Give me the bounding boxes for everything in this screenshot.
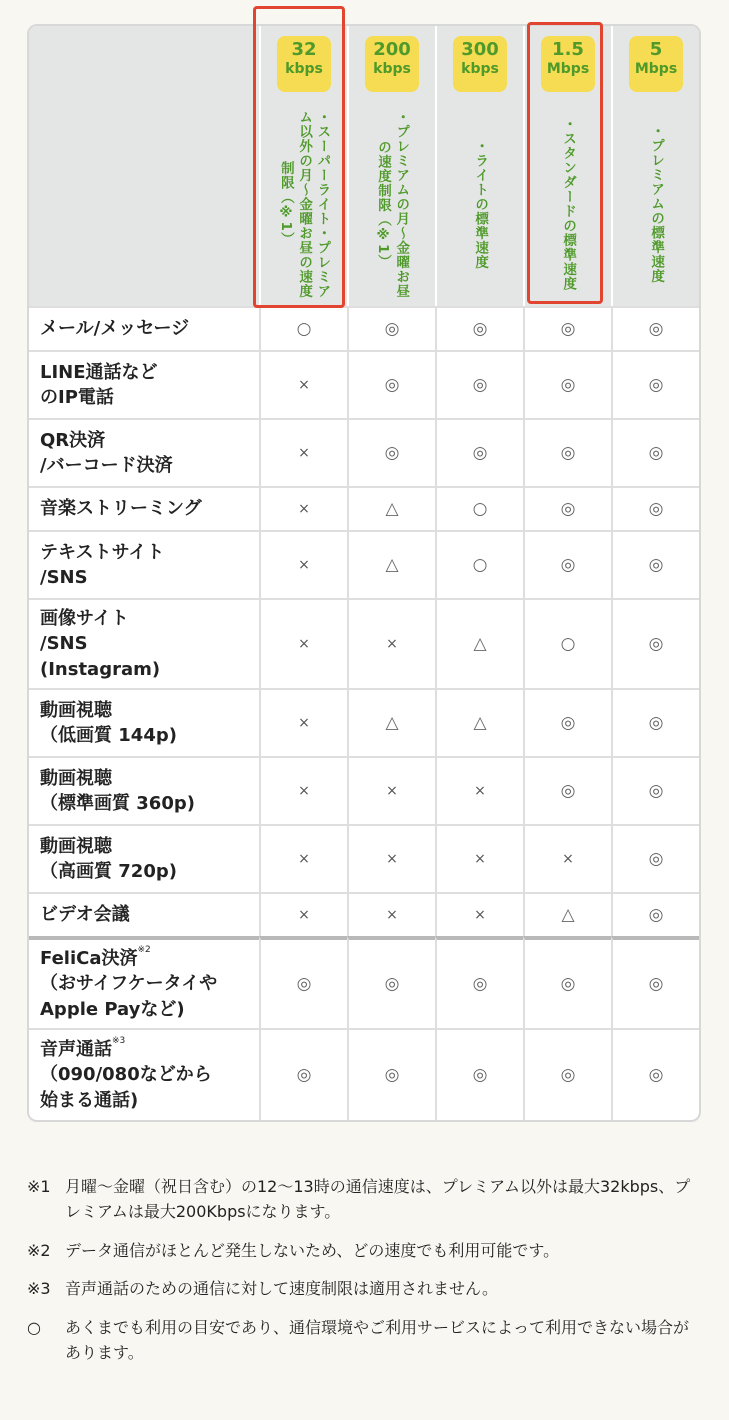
speed-badge <box>365 36 419 92</box>
availability-mark: × <box>259 892 347 936</box>
availability-mark: ○ <box>435 486 523 530</box>
row-label-line: 音声通話 <box>40 1039 112 1061</box>
availability-mark: × <box>259 756 347 824</box>
availability-mark: ◎ <box>347 418 435 486</box>
table-row <box>29 688 699 756</box>
row-label <box>29 598 259 688</box>
row-label-line: 動画視聴 <box>40 835 112 857</box>
availability-mark: ◎ <box>611 936 699 1028</box>
row-label <box>29 756 259 824</box>
row-label-line: 音楽ストリーミング <box>40 498 202 520</box>
availability-mark: △ <box>347 486 435 530</box>
row-label-line: Apple Payなど) <box>40 998 185 1020</box>
row-label-line: （おサイフケータイや <box>40 973 218 995</box>
footnote-ref: ※3 <box>112 1036 126 1047</box>
table-row <box>29 598 699 688</box>
availability-mark: ◎ <box>523 1028 611 1120</box>
table-body <box>29 306 699 1120</box>
availability-mark: △ <box>347 530 435 598</box>
row-label-line: /バーコード決済 <box>40 455 173 476</box>
availability-mark: ◎ <box>523 688 611 756</box>
row-label-line: (Instagram) <box>40 658 161 680</box>
row-label-line: 動画視聴 <box>40 767 112 789</box>
availability-mark: × <box>259 598 347 688</box>
availability-mark: △ <box>347 688 435 756</box>
speed-unit: Mbps <box>634 60 678 77</box>
footnote-text: データ通信がほとんど発生しないため、どの速度でも利用可能です。 <box>65 1240 560 1260</box>
row-label-line: FeliCa決済 <box>40 948 138 970</box>
row-label-line: テキストサイト <box>40 541 165 563</box>
availability-mark: ◎ <box>611 892 699 936</box>
row-label-line: 始まる通話) <box>40 1089 139 1111</box>
availability-mark: ◎ <box>523 418 611 486</box>
footnotes <box>27 1175 699 1380</box>
availability-mark: × <box>259 418 347 486</box>
availability-mark: ◎ <box>347 936 435 1028</box>
availability-mark: ◎ <box>347 1028 435 1120</box>
footnote-text: あくまでも利用の目安であり、通信環境やご利用サービスによって利用できない場合があります。 <box>65 1318 690 1362</box>
footnote-item <box>27 1316 699 1366</box>
availability-mark: × <box>347 598 435 688</box>
availability-mark: ○ <box>259 306 347 350</box>
availability-mark: × <box>523 824 611 892</box>
availability-mark: ◎ <box>611 306 699 350</box>
availability-mark: ◎ <box>523 306 611 350</box>
row-label-line: （低画質 144p) <box>40 725 177 746</box>
availability-mark: ◎ <box>347 350 435 418</box>
speed-description: ・スタンダードの標準速度 <box>560 117 577 291</box>
availability-mark: ◎ <box>435 1028 523 1120</box>
availability-mark: × <box>435 892 523 936</box>
row-label <box>29 1028 259 1120</box>
row-label <box>29 824 259 892</box>
availability-mark: × <box>435 756 523 824</box>
speed-description: ・スーパーライト・プレミアム以外の月〜金曜お昼の速度制限（※1） <box>277 109 331 299</box>
availability-mark: ◎ <box>611 824 699 892</box>
availability-mark: × <box>259 824 347 892</box>
availability-mark: ◎ <box>611 598 699 688</box>
speed-unit: Mbps <box>546 60 590 77</box>
table-row <box>29 1028 699 1120</box>
availability-mark: ◎ <box>435 350 523 418</box>
footnote-mark: ※3 <box>27 1279 51 1299</box>
speed-unit: kbps <box>461 60 499 77</box>
table-row <box>29 530 699 598</box>
availability-mark: ◎ <box>611 756 699 824</box>
row-label-line: （標準画質 360p) <box>40 793 195 814</box>
availability-mark: ◎ <box>259 936 347 1028</box>
row-label-line: QR決済 <box>40 429 106 451</box>
availability-mark: ◎ <box>435 936 523 1028</box>
footnote-text: 音声通話のための通信に対して速度制限は適用されません。 <box>65 1279 498 1299</box>
availability-mark: ◎ <box>523 936 611 1028</box>
speed-column-header <box>347 26 435 306</box>
row-label <box>29 892 259 936</box>
availability-mark: ◎ <box>611 350 699 418</box>
table-row <box>29 418 699 486</box>
speed-column-header <box>435 26 523 306</box>
availability-mark: × <box>259 530 347 598</box>
availability-mark: ◎ <box>611 688 699 756</box>
availability-mark: × <box>347 756 435 824</box>
footnote-text: 月曜〜金曜（祝日含む）の12〜13時の通信速度は、プレミアム以外は最大32kbps、プレミアムは最大200Kbpsになります。 <box>65 1177 691 1221</box>
availability-mark: × <box>259 486 347 530</box>
highlight-box-1-5mbps <box>527 22 603 304</box>
speed-unit: kbps <box>285 60 323 77</box>
row-label-line: 画像サイト <box>40 608 129 630</box>
availability-mark: ◎ <box>435 306 523 350</box>
availability-mark: ◎ <box>611 1028 699 1120</box>
speed-unit: kbps <box>373 60 411 77</box>
footnote-item <box>27 1175 699 1225</box>
availability-mark: ◎ <box>523 530 611 598</box>
row-label <box>29 486 259 530</box>
availability-mark: × <box>347 824 435 892</box>
availability-mark: ◎ <box>523 756 611 824</box>
footnote-ref: ※2 <box>137 945 151 956</box>
availability-mark: ○ <box>435 530 523 598</box>
availability-mark: × <box>259 350 347 418</box>
availability-mark: ◎ <box>435 418 523 486</box>
speed-value: 1.5 <box>552 39 584 60</box>
row-label-line: メール/メッセージ <box>40 318 190 340</box>
speed-column-header <box>611 26 699 306</box>
footnote-item <box>27 1277 699 1302</box>
row-label-line: ビデオ会議 <box>40 904 130 926</box>
speed-value: 300 <box>461 39 499 60</box>
table-row <box>29 936 699 1028</box>
header-corner-cell <box>29 26 259 306</box>
speed-description: ・プレミアムの月〜金曜お昼の速度制限（※1） <box>375 109 410 299</box>
availability-mark: ◎ <box>523 486 611 530</box>
speed-description: ・プレミアムの標準速度 <box>648 124 665 284</box>
availability-mark: × <box>347 892 435 936</box>
row-label-line: 動画視聴 <box>40 699 112 721</box>
speed-comparison-table-wrapper <box>27 24 699 1122</box>
availability-mark: ◎ <box>523 350 611 418</box>
table-row <box>29 892 699 936</box>
row-label <box>29 306 259 350</box>
speed-badge <box>629 36 683 92</box>
table-row <box>29 486 699 530</box>
availability-mark: △ <box>435 598 523 688</box>
table-row <box>29 756 699 824</box>
row-label-line: /SNS <box>40 633 88 655</box>
row-label-line: （高画質 720p) <box>40 861 177 882</box>
row-label-line: のIP電話 <box>40 387 114 408</box>
availability-mark: ◎ <box>259 1028 347 1120</box>
speed-value: 200 <box>373 39 411 60</box>
table-row <box>29 824 699 892</box>
availability-mark: ○ <box>523 598 611 688</box>
speed-description: ・ライトの標準速度 <box>472 138 489 270</box>
availability-mark: ◎ <box>611 486 699 530</box>
availability-mark: △ <box>523 892 611 936</box>
row-label-line: /SNS <box>40 567 88 588</box>
row-label <box>29 418 259 486</box>
availability-mark: ◎ <box>611 530 699 598</box>
footnote-mark: ○ <box>27 1318 41 1338</box>
availability-mark: ◎ <box>347 306 435 350</box>
row-label <box>29 936 259 1028</box>
speed-value: 32 <box>291 39 317 60</box>
row-label <box>29 350 259 418</box>
speed-value: 5 <box>649 39 663 60</box>
footnote-mark: ※1 <box>27 1177 51 1196</box>
availability-mark: △ <box>435 688 523 756</box>
row-label-line: LINE通話など <box>40 361 158 383</box>
availability-mark: × <box>435 824 523 892</box>
speed-badge <box>453 36 507 92</box>
footnote-item <box>27 1239 699 1264</box>
row-label-line: （090/080などから <box>40 1064 212 1086</box>
table-row <box>29 350 699 418</box>
table-row <box>29 306 699 350</box>
availability-mark: ◎ <box>611 418 699 486</box>
highlight-box-32kbps <box>253 6 345 308</box>
footnote-mark: ※2 <box>27 1240 51 1260</box>
row-label <box>29 688 259 756</box>
row-label <box>29 530 259 598</box>
availability-mark: × <box>259 688 347 756</box>
